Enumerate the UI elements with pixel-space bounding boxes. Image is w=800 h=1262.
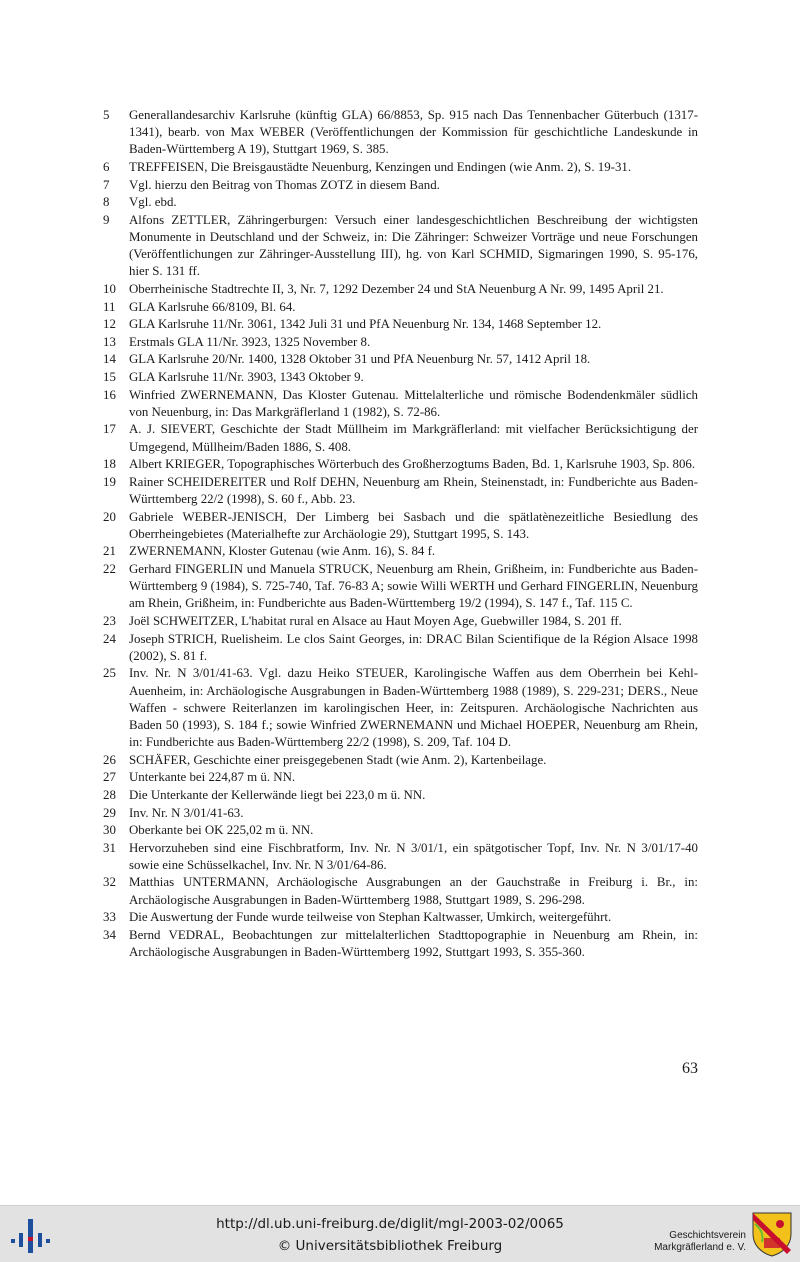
footnote-number: 13 [103,334,116,349]
footnote-text: Generallandesarchiv Karlsruhe (künftig GLA) 66/8853, Sp. 915 nach Das Tennenbacher Güterbuch (1317-1341), bearb. von Max WEBER (Veröffentlichungen der Kommission für geschichtliche Landeskunde in Baden-Württemberg A 19), Stuttgart 1969, S. 385. [129,108,698,157]
footnote-number: 17 [103,422,116,437]
footnote-text: GLA Karlsruhe 11/Nr. 3903, 1343 Oktober 9. [129,369,364,384]
footnote-number: 26 [103,752,116,767]
document-url-link[interactable]: http://dl.ub.uni-freiburg.de/diglit/mgl-2003-02/0065 [216,1216,564,1232]
footnote-text: Unterkante bei 224,87 m ü. NN. [129,770,296,785]
footnote [100,561,698,613]
footnote-text: Matthias UNTERMANN, Archäologische Ausgrabungen an der Gauchstraße in Freiburg i. Br., in: Archäologische Ausgrabungen in Baden-Württemberg 1988, Stuttgart 1989, S. 296-298. [129,875,698,907]
footnote [100,177,698,194]
footnote-text: Vgl. hierzu den Beitrag von Thomas ZOTZ in diesem Band. [129,177,440,192]
footnote-text: Bernd VEDRAL, Beobachtungen zur mittelalterlichen Stadttopographie in Neuenburg am Rhein, in: Archäologische Ausgrabungen in Baden-Württemberg 1992, Stuttgart 1993, S. 355-360. [129,927,698,960]
footnote-number: 6 [103,160,110,174]
footnote-number: 19 [103,474,116,489]
footnote-number: 8 [103,195,110,210]
footnote [100,874,698,908]
footnote-number: 14 [103,352,116,367]
footnote-text: Die Unterkante der Kellerwände liegt bei 223,0 m ü. NN. [129,787,426,802]
society-crest-icon [750,1210,794,1258]
society-name-line1: Geschichtsverein [669,1230,746,1241]
footnote-number: 20 [103,509,116,524]
footnote-text: Winfried ZWERNEMANN, Das Kloster Gutenau. Mittelalterliche und römische Bodendenkmäler südlich von Neuenburg, in: Das Markgräflerland 1 (1982), S. 72-86. [129,387,698,419]
footnote-number: 5 [103,108,110,122]
footnote [100,316,698,333]
society-name-line2: Markgräflerland e. V. [654,1242,746,1253]
footnote-number: 34 [103,927,116,942]
footnote-number: 29 [103,805,116,820]
footnote-number: 7 [103,177,110,192]
footnote [100,194,698,211]
footnote-text: Hervorzuheben sind eine Fischbratform, Inv. Nr. N 3/01/1, ein spätgotischer Topf, Inv. Nr. N 3/01/17-40 sowie eine Schüsselkachel, Inv. Nr. N 3/01/64-86. [129,840,698,872]
footnote-text: Gabriele WEBER-JENISCH, Der Limberg bei Sasbach und die spätlatènezeitliche Besiedlung des Oberrheingebietes (Materialhefte zur Archäologie 29), Stuttgart 1995, S. 143. [129,509,698,541]
footnote-text: GLA Karlsruhe 66/8109, Bl. 64. [129,299,296,314]
footnote-text: Vgl. ebd. [129,195,177,210]
footnote [100,805,698,822]
footnote-number: 28 [103,787,116,802]
footnote-text: Albert KRIEGER, Topographisches Wörterbuch des Großherzogtums Baden, Bd. 1, Karlsruhe 1903, Sp. 806. [129,457,696,472]
footnote [100,840,698,874]
footnote-text: Joseph STRICH, Ruelisheim. Le clos Saint Georges, in: DRAC Bilan Scientifique de la Région Alsace 1998 (2002), S. 81 f. [129,631,698,663]
footnote-number: 11 [103,299,116,314]
copyright-notice: © Universitätsbibliothek Freiburg [277,1238,503,1254]
footnote [100,909,698,926]
footnote [100,613,698,630]
footnote-number: 10 [103,281,116,296]
viewer-footer [0,1205,800,1262]
footnote-text: Inv. Nr. N 3/01/41-63. Vgl. dazu Heiko STEUER, Karolingische Waffen aus dem Oberrhein bei Kehl-Auenheim, in: Archäologische Ausgrabungen in Baden-Württemberg 1988 (1989), S. 229-231; DERS., Neue Waffen - schwere Reiterlanzen im karolingischen Heer, in: Zeitspuren. Archäologische Nachrichten aus Baden 50 (1993), S. 184 f.; sowie Winfried ZWERNEMANN und Michael HOEPER, Neuenburg am Rhein, in: Fundberichte aus Baden-Württemberg 22/2 (1998), S. 209, Taf. 104 D. [129,666,698,750]
ub-freiburg-logo-icon [10,1213,52,1255]
footnote-number: 33 [103,910,116,925]
footnote-text: SCHÄFER, Geschichte einer preisgegebenen Stadt (wie Anm. 2), Kartenbeilage. [129,752,547,767]
footnote-number: 12 [103,317,116,332]
footnote-number: 23 [103,613,116,628]
footnote [100,159,698,176]
footnote [100,334,698,351]
footnote [100,281,698,298]
society-name [624,1230,746,1254]
footnote [100,421,698,455]
footnote [100,212,698,281]
footnote-number: 31 [103,840,116,855]
footnote [100,665,698,751]
footnote-number: 9 [103,212,110,227]
footnote-text: Erstmals GLA 11/Nr. 3923, 1325 November 8. [129,334,371,349]
footnote-number: 22 [103,561,116,576]
footnote [100,752,698,769]
footnote-text: Inv. Nr. N 3/01/41-63. [129,805,244,820]
footnote-text: A. J. SIEVERT, Geschichte der Stadt Müllheim im Markgräflerland: mit vielfacher Berücksichtigung der Umgegend, Müllheim/Baden 1886, S. 408. [129,422,698,454]
footnote-number: 32 [103,875,116,890]
footnote-text: Oberkante bei OK 225,02 m ü. NN. [129,823,314,838]
footnote-text: TREFFEISEN, Die Breisgaustädte Neuenburg, Kenzingen und Endingen (wie Anm. 2), S. 19-31. [129,160,632,174]
footnote-list [100,107,698,962]
footnote-text: ZWERNEMANN, Kloster Gutenau (wie Anm. 16), S. 84 f. [129,544,436,559]
footnote-text: Rainer SCHEIDEREITER und Rolf DEHN, Neuenburg am Rhein, Steinenstadt, in: Fundberichte aus Baden-Württemberg 22/2 (1998), S. 60 f., Abb. 23. [129,474,698,506]
footnote-number: 15 [103,369,116,384]
footnote [100,543,698,560]
footnote [100,927,698,961]
footnote-number: 27 [103,770,116,785]
footnote-text: Gerhard FINGERLIN und Manuela STRUCK, Neuenburg am Rhein, Grißheim, in: Fundberichte aus Baden-Württemberg 9 (1984), S. 725-740, Taf. 76-83 A; sowie Willi WERTH und Gerhard FINGERLIN, Neuenburg am Rhein, Grißheim, in: Fundberichte aus Baden-Württemberg 19/2 (1994), S. 147 f., Taf. 115 C. [129,561,698,611]
footnote-text: GLA Karlsruhe 20/Nr. 1400, 1328 Oktober 31 und PfA Neuenburg Nr. 57, 1412 April 18. [129,352,591,367]
footnote-text: GLA Karlsruhe 11/Nr. 3061, 1342 Juli 31 und PfA Neuenburg Nr. 134, 1468 September 12. [129,317,602,332]
footnote-number: 30 [103,823,116,838]
footnote-text: Die Auswertung der Funde wurde teilweise von Stephan Kaltwasser, Umkirch, weitergeführt. [129,910,612,925]
footnote-text: Alfons ZETTLER, Zähringerburgen: Versuch einer landesgeschichtlichen Beschreibung der wichtigsten Monumente in Deutschland und der Schweiz, in: Die Zähringer: Schweizer Vorträge und neue Forschungen (Veröffentlichungen zur Zähringer-Ausstellung III), hg. von Karl SCHMID, Sigmaringen 1990, S. 95-176, hier S. 131 ff. [129,212,698,279]
footnote [100,474,698,508]
footnote [100,631,698,665]
footnote-number: 24 [103,631,116,646]
footnote [100,769,698,786]
footnote [100,369,698,386]
footnote [100,822,698,839]
footnote [100,456,698,473]
footnote [100,299,698,316]
footnote-number: 25 [103,666,116,681]
footnote [100,787,698,804]
footnote [100,351,698,368]
footnote-number: 18 [103,457,116,472]
footnote-number: 16 [103,387,116,402]
footnote-text: Joël SCHWEITZER, L'habitat rural en Alsace au Haut Moyen Age, Guebwiller 1984, S. 201 ff. [129,613,622,628]
footnote [100,107,698,159]
footnote [100,387,698,421]
page-number: 63 [682,1060,698,1077]
footnote [100,509,698,543]
footnote-text: Oberrheinische Stadtrechte II, 3, Nr. 7, 1292 Dezember 24 und StA Neuenburg A Nr. 99, 1495 April 21. [129,281,664,296]
footnote-number: 21 [103,544,116,559]
